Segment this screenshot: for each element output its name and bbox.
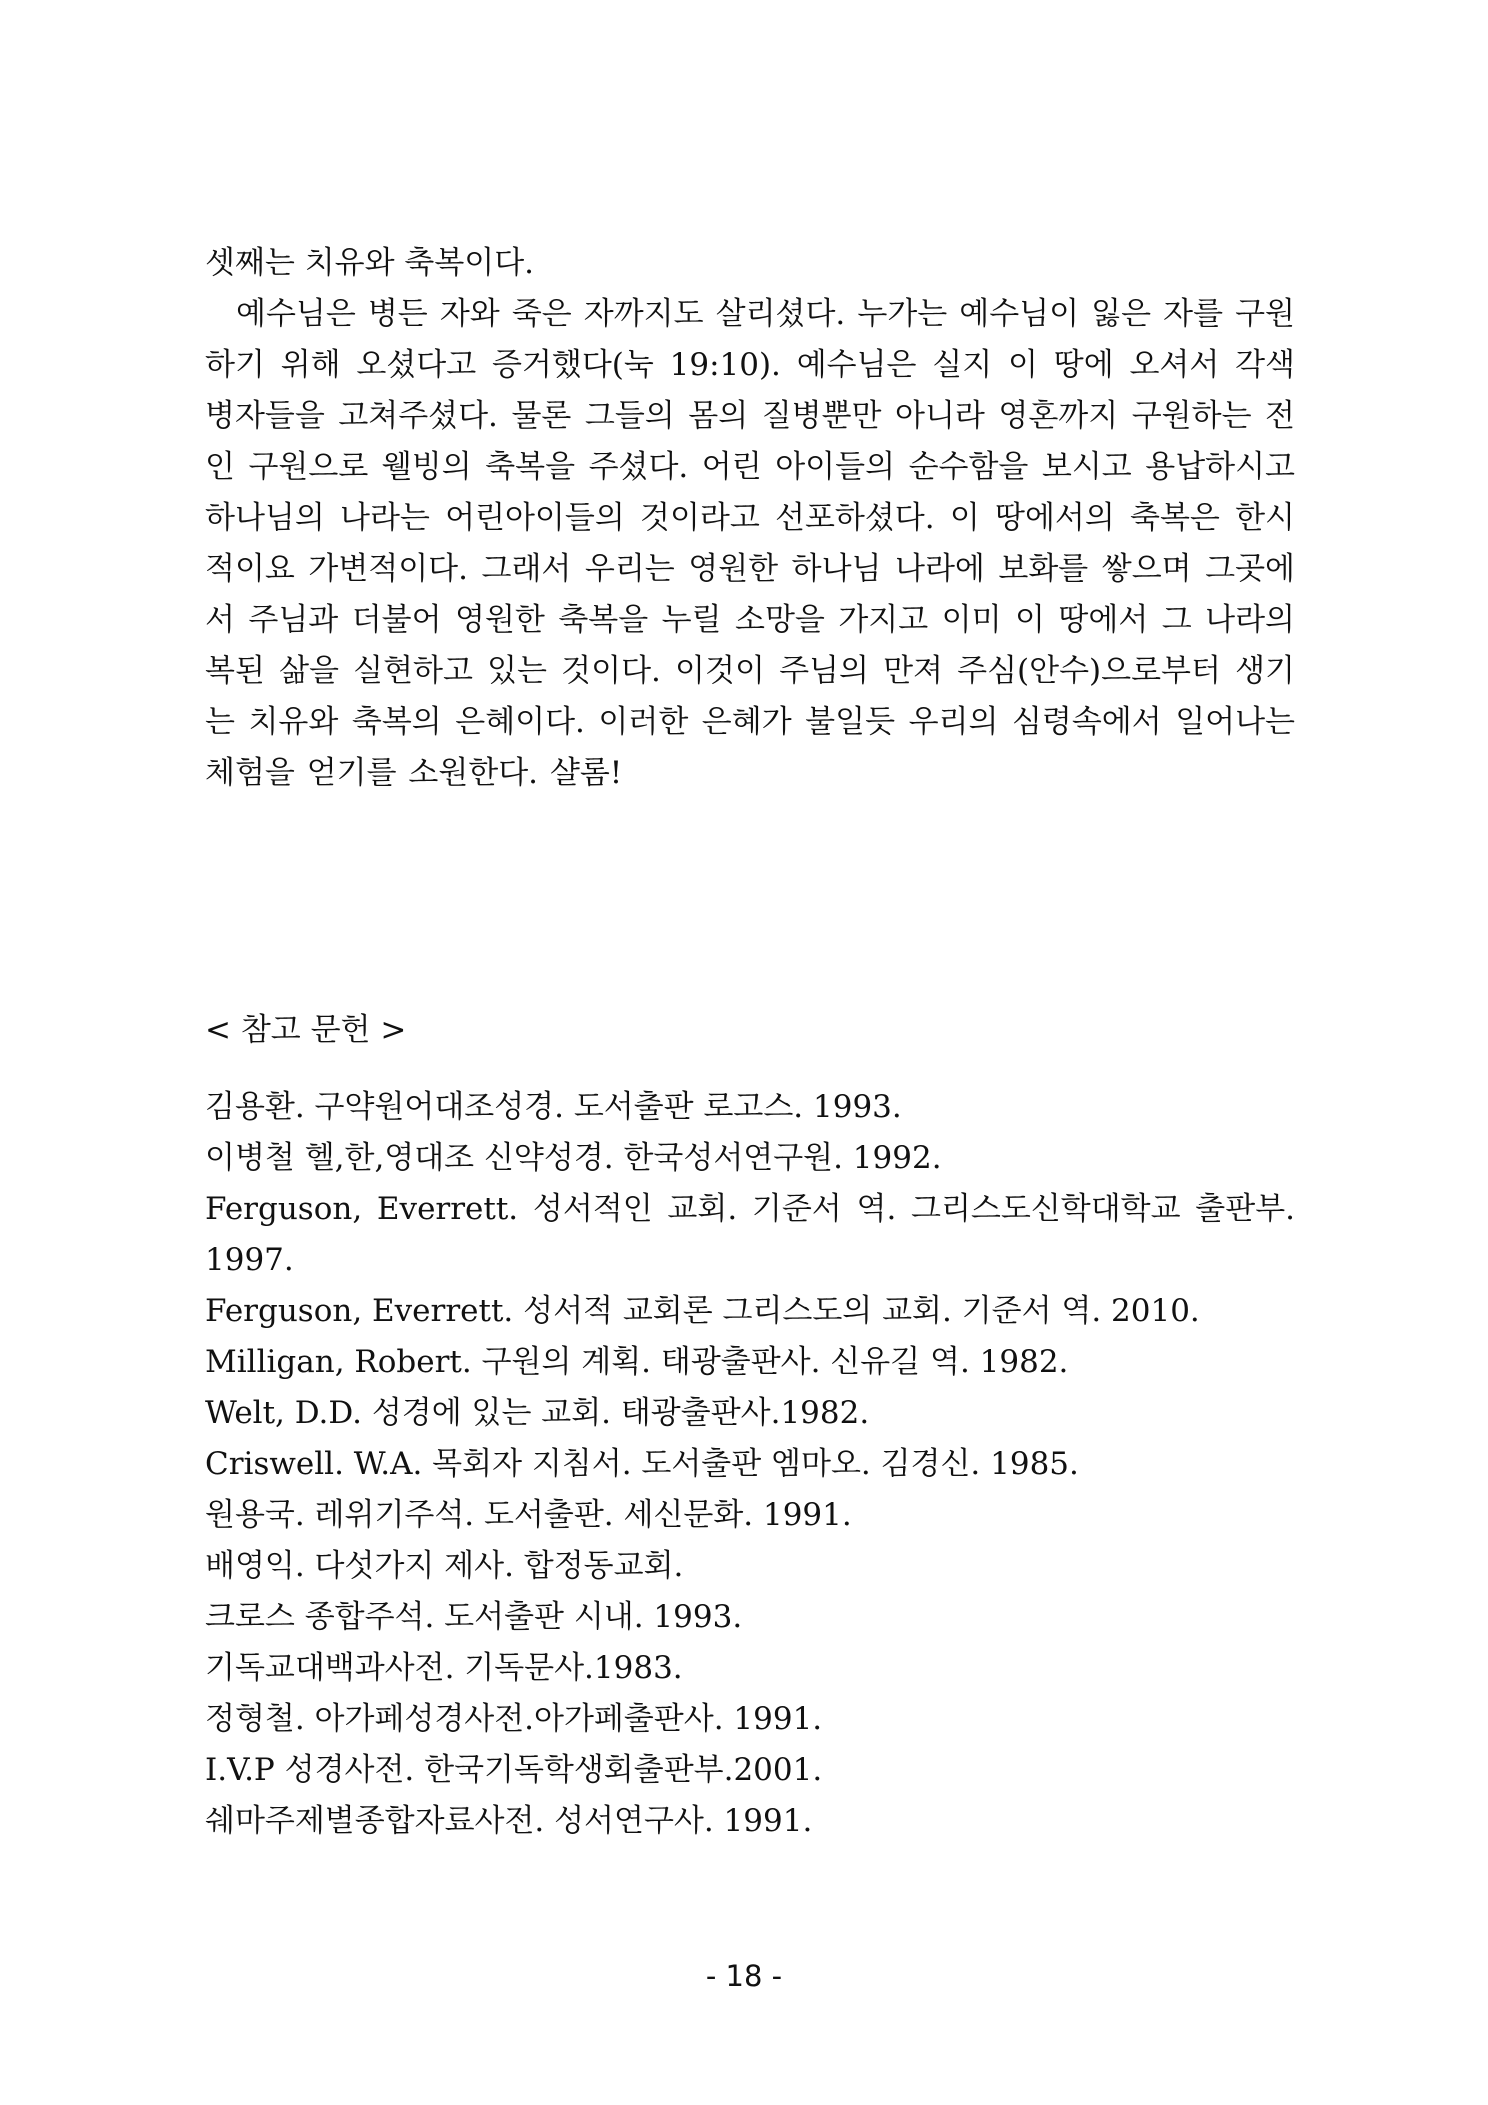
reference-item: Ferguson, Everrett. 성서적인 교회. 기준서 역. 그리스도신학대학교 출판부. 1997. xyxy=(205,1191,1295,1278)
reference-item: 배영익. 다섯가지 제사. 합정동교회. xyxy=(205,1548,684,1584)
reference-item: I.V.P 성경사전. 한국기독학생회출판부.2001. xyxy=(205,1752,823,1788)
reference-item: 원용국. 레위기주석. 도서출판. 세신문화. 1991. xyxy=(205,1497,852,1533)
reference-item: 김용환. 구약원어대조성경. 도서출판 로고스. 1993. xyxy=(205,1089,902,1125)
section-heading: 셋째는 치유와 축복이다. xyxy=(205,245,535,281)
reference-item: 쉐마주제별종합자료사전. 성서연구사. 1991. xyxy=(205,1803,813,1839)
reference-item: 정형철. 아가페성경사전.아가페출판사. 1991. xyxy=(205,1701,823,1737)
reference-item: 크로스 종합주석. 도서출판 시내. 1993. xyxy=(205,1599,743,1635)
reference-item: Milligan, Robert. 구원의 계획. 태광출판사. 신유길 역. 1982. xyxy=(205,1344,1069,1380)
reference-item: 기독교대백과사전. 기독문사.1983. xyxy=(205,1650,683,1686)
section-body xyxy=(205,238,1295,799)
body-paragraph: 예수님은 병든 자와 죽은 자까지도 살리셨다. 누가는 예수님이 잃은 자를 구원하기 위해 오셨다고 증거했다(눅 19:10). 예수님은 실지 이 땅에 오셔서 각색 병자들을 고쳐주셨다. 물론 그들의 몸의 질병뿐만 아니라 영혼까지 구원하는 전인 구원으로 웰빙의 축복을 주셨다. 어린 아이들의 순수함을 보시고 용납하시고 하나님의 나라는 어린아이들의 것이라고 선포하셨다. 이 땅에서의 축복은 한시적이요 가변적이다. 그래서 우리는 영원한 하나님 나라에 보화를 쌓으며 그곳에서 주님과 더불어 영원한 축복을 누릴 소망을 가지고 이미 이 땅에서 그 나라의 복된 삶을 실현하고 있는 것이다. 이것이 주님의 만져 주심(안수)으로부터 생기는 치유와 축복의 은혜이다. 이러한 은혜가 불일듯 우리의 심령속에서 일어나는 체험을 얻기를 소원한다. 샬롬! xyxy=(205,296,1295,791)
references-title: < 참고 문헌 > xyxy=(205,1012,407,1048)
reference-item: Welt, D.D. 성경에 있는 교회. 태광출판사.1982. xyxy=(205,1395,870,1431)
reference-item: Criswell. W.A. 목회자 지침서. 도서출판 엠마오. 김경신. 1985. xyxy=(205,1446,1079,1482)
reference-item: Ferguson, Everrett. 성서적 교회론 그리스도의 교회. 기준서 역. 2010. xyxy=(205,1293,1200,1329)
page-number: - 18 - xyxy=(705,1959,783,1993)
reference-item: 이병철 헬,한,영대조 신약성경. 한국성서연구원. 1992. xyxy=(205,1140,942,1176)
references-list xyxy=(205,1082,1295,1847)
